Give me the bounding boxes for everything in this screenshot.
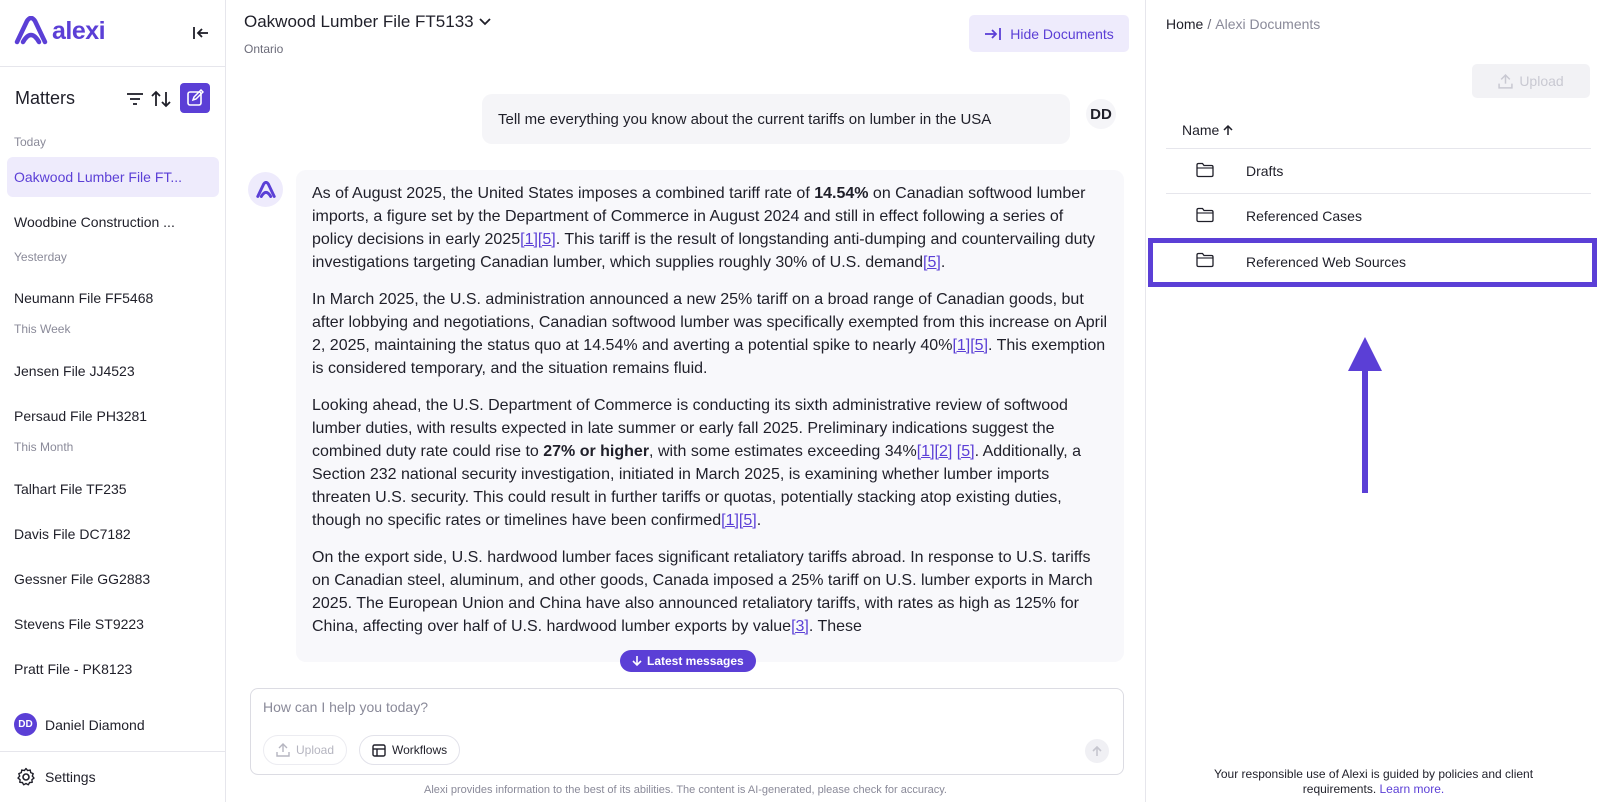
user-message: Tell me everything you know about the current tariffs on lumber in the USA	[482, 94, 1070, 144]
folder-icon	[1196, 207, 1214, 223]
new-matter-button[interactable]	[180, 83, 210, 113]
user-avatar: DD	[1086, 99, 1116, 129]
hide-documents-label: Hide Documents	[1010, 25, 1114, 42]
citation-link[interactable]: [5]	[738, 512, 757, 529]
citation-link[interactable]: [2]	[934, 443, 953, 460]
chat-input[interactable]	[263, 699, 1063, 715]
learn-more-link[interactable]: Learn more.	[1379, 782, 1445, 796]
sidebar-item-neumann[interactable]: Neumann File FF5468	[14, 290, 154, 306]
chat-panel	[226, 0, 1145, 802]
assistant-message	[296, 170, 1124, 662]
message-paragraph: On the export side, U.S. hardwood lumber faces significant retaliatory tariffs abroad. In response to U.S. tariffs on Canadian steel, aluminum, and other goods, Canada imposed a 25% tariff on U.S. lumber exports in March 2025. The European Union and China have also announced retaliatory tariffs, with rates as high as 125% for China, affecting over half of U.S. hardwood lumber exports by value[3]. These	[312, 549, 1093, 635]
citation-link[interactable]: [1]	[916, 443, 935, 460]
filter-button[interactable]	[124, 88, 146, 110]
sort-button[interactable]	[150, 88, 172, 110]
citation-link[interactable]: [5]	[923, 254, 941, 271]
upload-label: Upload	[1519, 73, 1564, 89]
collapse-sidebar-button[interactable]	[190, 22, 212, 44]
sidebar-item-stevens[interactable]: Stevens File ST9223	[14, 616, 144, 632]
folder-row-drafts[interactable]	[1166, 149, 1591, 194]
settings-button[interactable]	[16, 767, 96, 787]
citation-link[interactable]: [3]	[791, 618, 809, 635]
sidebar-item-davis[interactable]: Davis File DC7182	[14, 526, 131, 542]
avatar: DD	[14, 713, 37, 736]
sort-icon	[151, 90, 171, 108]
matter-title-dropdown[interactable]	[244, 12, 492, 32]
arrow-down-icon	[632, 655, 642, 667]
group-label-this-month: This Month	[14, 440, 74, 454]
hide-documents-button[interactable]	[969, 15, 1129, 52]
matters-title: Matters	[15, 88, 76, 108]
edit-icon	[186, 89, 204, 107]
citation-link[interactable]: [1]	[952, 337, 971, 354]
workflows-icon	[372, 744, 386, 757]
upload-label: Upload	[296, 743, 335, 757]
chevron-down-icon	[478, 17, 492, 27]
send-button[interactable]	[1085, 739, 1109, 763]
folder-name: Drafts	[1246, 163, 1284, 179]
page-title: Oakwood Lumber File FT5133	[244, 12, 474, 31]
group-label-yesterday: Yesterday	[14, 250, 67, 264]
folder-icon	[1196, 162, 1214, 178]
breadcrumb-current: Alexi Documents	[1215, 16, 1321, 32]
user-name: Daniel Diamond	[45, 716, 145, 733]
alexi-logo-icon	[14, 16, 48, 46]
latest-messages-button[interactable]	[620, 650, 756, 672]
responsible-use-note	[1186, 767, 1561, 797]
folder-name: Referenced Web Sources	[1246, 253, 1407, 270]
sidebar-item-pratt[interactable]: Pratt File - PK8123	[14, 661, 133, 677]
breadcrumb-separator: /	[1207, 16, 1212, 32]
ai-disclaimer: Alexi provides information to the best of its abilities. The content is AI-generated, please check for accuracy.	[424, 784, 947, 796]
upload-document-button[interactable]	[1472, 64, 1590, 98]
sidebar-item-oakwood[interactable]: Oakwood Lumber File FT...	[7, 157, 219, 197]
sidebar-item-persaud[interactable]: Persaud File PH3281	[14, 408, 148, 424]
brand-name: alexi	[52, 16, 106, 45]
sidebar-item-woodbine[interactable]: Woodbine Construction ...	[14, 214, 175, 230]
folder-row-referenced-cases[interactable]	[1166, 194, 1591, 239]
user-profile[interactable]	[14, 713, 145, 736]
workflows-label: Workflows	[392, 743, 448, 757]
column-header-name[interactable]	[1182, 122, 1234, 138]
divider	[0, 751, 226, 752]
latest-messages-label: Latest messages	[647, 654, 744, 668]
citation-link[interactable]: [5]	[956, 443, 975, 460]
composer	[250, 688, 1124, 775]
alexi-logo-icon	[256, 181, 276, 199]
assistant-avatar	[248, 172, 283, 207]
panel-right-icon	[984, 27, 1002, 41]
sidebar-item-talhart[interactable]: Talhart File TF235	[14, 481, 127, 497]
group-label-today: Today	[14, 135, 47, 149]
highlight-box	[1148, 238, 1597, 287]
gear-icon	[16, 767, 36, 787]
divider	[0, 66, 226, 67]
column-name-label: Name	[1182, 122, 1220, 138]
upload-icon	[1498, 74, 1513, 89]
citation-link[interactable]: [1]	[520, 231, 538, 248]
message-paragraph: Looking ahead, the U.S. Department of Commerce is conducting its sixth administrative review of softwood lumber duties, with results expected in late summer or early fall 2025. Preliminary indications suggest the combined duty rate could rise to 27% or higher, with some estimates exceeding 34%[1][2] [5]. Additionally, a Section 232 national security investigation, initiated in March 2025, is examining whether lumber imports threaten U.S. security. This could result in further tariffs or quotas, potentially stacking atop existing duties, though no specific rates or timelines have been confirmed[1][5].	[312, 397, 1082, 529]
citation-link[interactable]: [1]	[721, 512, 739, 529]
sort-ascending-icon	[1222, 124, 1234, 136]
filter-icon	[126, 92, 144, 106]
arrow-up-icon	[1092, 745, 1102, 757]
workflows-button[interactable]	[359, 735, 460, 765]
citation-link[interactable]: [5]	[970, 337, 989, 354]
breadcrumb	[1166, 16, 1320, 32]
arrow-up-annotation-icon	[1346, 335, 1384, 495]
collapse-icon	[192, 25, 210, 41]
sidebar	[0, 0, 226, 802]
jurisdiction-label: Ontario	[244, 42, 284, 56]
message-paragraph: In March 2025, the U.S. administration announced a new 25% tariff on a broad range of Canadian goods, but after lobbying and negotiations, Canadian softwood lumber was specifically exempted from this increase on April 2, 2025, maintaining the status quo at 14.54% and averting a potential spike to nearly 40%[1][5]. This exemption is considered temporary, and the situation remains fluid.	[312, 291, 1108, 377]
brand-logo[interactable]	[14, 16, 105, 46]
message-paragraph: As of August 2025, the United States imposes a combined tariff rate of 14.54% on Canadian softwood lumber imports, a figure set by the Department of Commerce in August 2024 and still in effect following a series of policy decisions in early 2025[1][5]. This tariff is the result of longstanding anti-dumping and countervailing duty investigations targeting Canadian lumber, which supplies roughly 30% of U.S. demand[5].	[312, 185, 1095, 271]
upload-button[interactable]	[263, 735, 347, 765]
folder-name: Referenced Cases	[1246, 208, 1362, 224]
settings-label: Settings	[45, 769, 96, 785]
footer-text: Your responsible use of Alexi is guided by policies and client requirements.	[1213, 767, 1534, 796]
upload-icon	[276, 743, 290, 757]
sidebar-item-jensen[interactable]: Jensen File JJ4523	[14, 363, 135, 379]
documents-panel	[1145, 0, 1600, 802]
sidebar-item-gessner[interactable]: Gessner File GG2883	[14, 571, 151, 587]
breadcrumb-home[interactable]: Home	[1166, 16, 1204, 32]
citation-link[interactable]: [5]	[537, 231, 556, 248]
group-label-this-week: This Week	[14, 322, 71, 336]
